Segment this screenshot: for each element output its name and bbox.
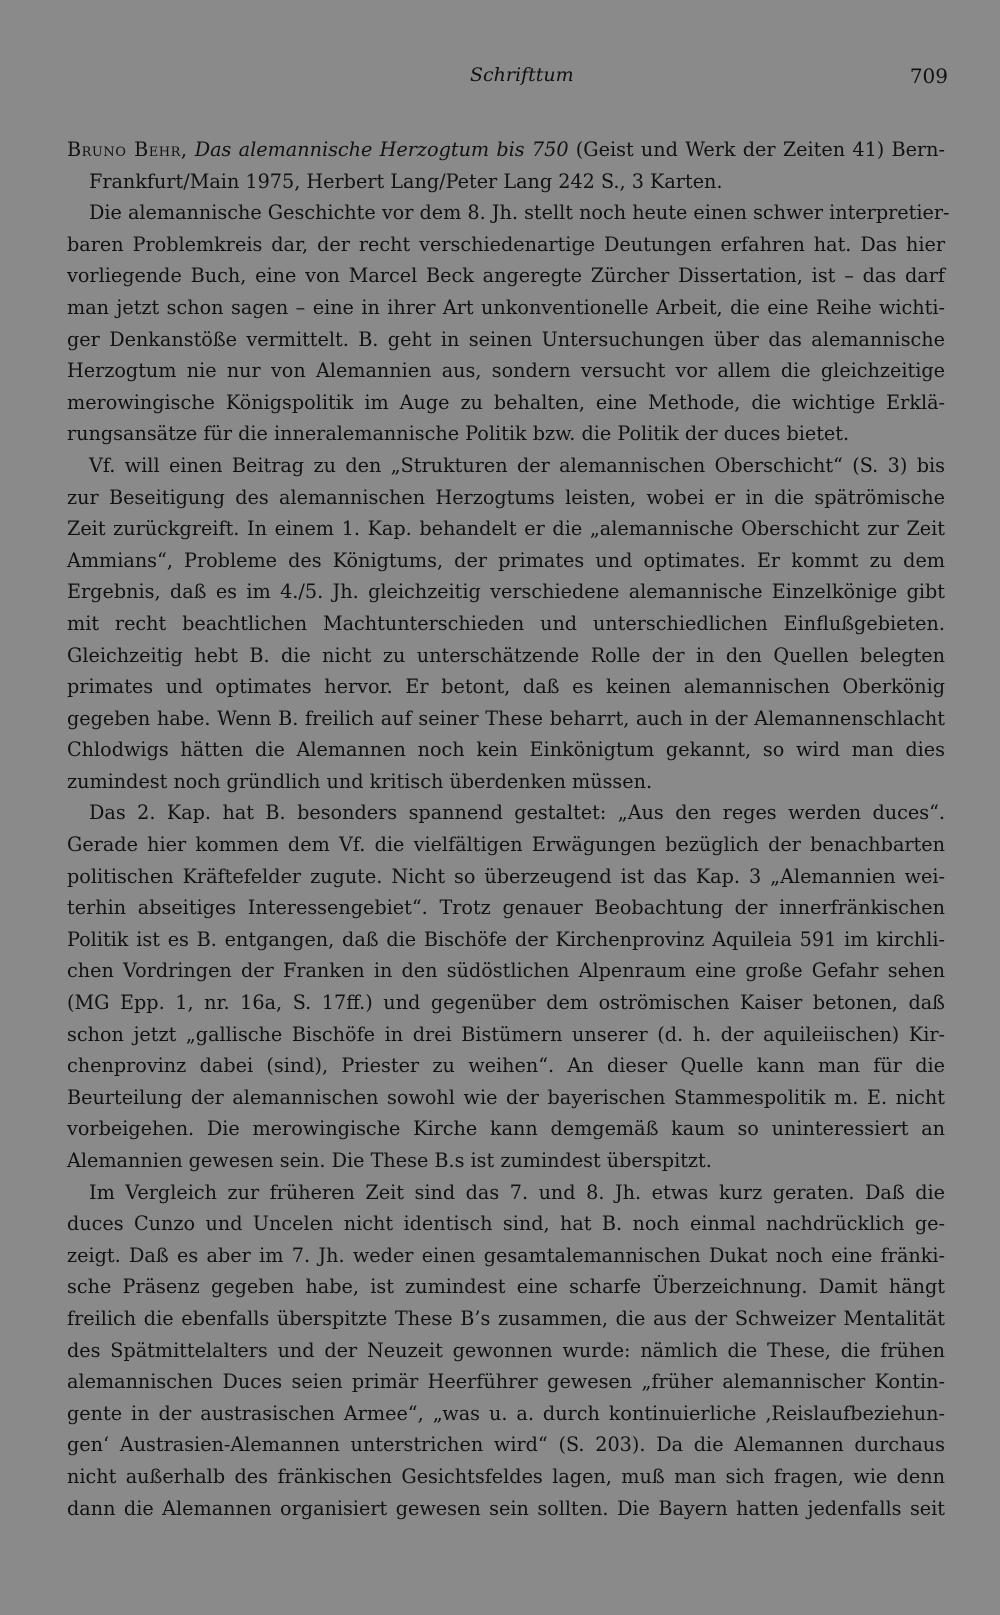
text-line: schon jetzt „gallische Bischöfe in drei Bistümern unserer (d. h. der aquileiischen) Kir- [67,1022,945,1046]
text-line: rungsansätze für die inneralemannische Politik bzw. die Politik der duces bietet. [67,422,850,446]
body-paragraph [67,1177,945,1525]
citation-line [67,134,945,166]
text-line: chen Vordringen der Franken in den südöstlichen Alpenraum eine große Gefahr sehen [67,959,945,983]
body-paragraph [67,797,945,1176]
text-line: primates und optimates hervor. Er betont, daß es keinen alemannischen Oberkönig [67,675,945,699]
text-line: politischen Kräftefelder zugute. Nicht so überzeugend ist das Kap. 3 „Alemannien wei- [67,864,945,888]
text-line: Herzogtum nie nur von Alemannien aus, sondern versucht vor allem die gleichzeitige [67,359,945,383]
text-line: merowingische Königspolitik im Auge zu behalten, eine Methode, die wichtige Erklä- [67,390,945,414]
text-line: Alemannien gewesen sein. Die These B.s ist zumindest überspitzt. [67,1149,712,1172]
body-paragraph [67,450,945,798]
text-line: alemannischen Duces seien primär Heerführer gewesen „früher alemannischer Kontin- [67,1370,945,1394]
text-line: dann die Alemannen organisiert gewesen sein sollten. Die Bayern hatten jedenfalls seit [67,1496,945,1520]
text-line: zumindest noch gründlich und kritisch überdenken müssen. [67,769,653,793]
citation-line: Frankfurt/Main 1975, Herbert Lang/Peter Lang 242 S., 3 Karten. [89,169,723,193]
text-line: Gerade hier kommen dem Vf. die vielfältigen Erwägungen bezüglich der benachbarten [67,833,945,857]
text-line: (MG Epp. 1, nr. 16a, S. 17ff.) und gegenüber dem oströmischen Kaiser betonen, daß [67,991,945,1015]
text-line: nicht außerhalb des fränkischen Gesichtsfeldes lagen, muß man sich fragen, wie denn [67,1464,945,1488]
book-title: Das alemannische Herzogtum bis 750 [194,138,569,161]
text-line: Zeit zurückgreift. In einem 1. Kap. behandelt er die „alemannische Oberschicht zur Zeit [67,517,945,541]
text-line: mit recht beachtlichen Machtunterschieden und unterschiedlichen Einflußgebieten. [67,611,945,635]
review-author: Bruno Behr, [67,138,188,161]
review-citation [67,134,945,197]
text-line: Vf. will einen Beitrag zu den „Strukturen der alemannischen Oberschicht“ (S. 3) bis [89,453,945,477]
text-line: des Spätmittelalters und der Neuzeit gewonnen wurde: nämlich die These, die frühen [67,1338,945,1362]
review-text [67,134,950,1524]
text-line: Chlodwigs hätten die Alemannen noch kein Einkönigtum gekannt, so wird man dies [67,738,945,762]
running-title: Schrifttum [470,64,574,86]
text-line: chenprovinz dabei (sind), Priester zu weihen“. An dieser Quelle kann man für die [67,1054,945,1078]
running-head [0,64,1000,94]
text-line: baren Problemkreis dar, der recht verschiedenartige Deutungen erfahren hat. Das hier [67,232,945,256]
text-line: Politik ist es B. entgangen, daß die Bischöfe der Kirchenprovinz Aquileia 591 im kirchli- [67,927,945,951]
text-line: gen‘ Austrasien-Alemannen unterstrichen wird“ (S. 203). Da die Alemannen durchaus [67,1433,945,1457]
text-line: freilich die ebenfalls überspitzte These B’s zusammen, die aus der Schweizer Mentalität [67,1306,945,1330]
text-line: Das 2. Kap. hat B. besonders spannend gestaltet: „Aus den reges werden duces“. [89,801,945,825]
text-line: Beurteilung der alemannischen sowohl wie der bayerischen Stammespolitik m. E. nicht [67,1085,945,1109]
text-line: duces Cunzo und Uncelen nicht identisch sind, hat B. noch einmal nachdrücklich ge- [67,1212,945,1236]
text-line: vorliegende Buch, eine von Marcel Beck angeregte Zürcher Dissertation, ist – das darf [67,264,945,288]
text-line: Im Vergleich zur früheren Zeit sind das 7. und 8. Jh. etwas kurz geraten. Daß die [89,1180,945,1204]
text-line: gente in der austrasischen Armee“, „was u. a. durch kontinuierliche ‚Reislaufbeziehun- [67,1401,945,1425]
text-line: Ergebnis, daß es im 4./5. Jh. gleichzeitig verschiedene alemannische Einzelkönige gibt [67,580,945,604]
body-paragraph [67,197,950,450]
text-line: sche Präsenz gegeben habe, ist zumindest eine scharfe Überzeichnung. Damit hängt [67,1275,945,1299]
review-paragraphs [67,197,950,1524]
text-line: zeigt. Daß es aber im 7. Jh. weder einen gesamtalemannischen Dukat noch eine fränki- [67,1243,945,1267]
text-line: Ammians“, Probleme des Königtums, der primates und optimates. Er kommt zu dem [67,548,945,572]
text-line: man jetzt schon sagen – eine in ihrer Art unkonventionelle Arbeit, die eine Reihe wichti- [67,295,945,319]
citation-details: (Geist und Werk der Zeiten 41) Bern- [568,138,945,161]
text-line: Gleichzeitig hebt B. die nicht zu unterschätzende Rolle der in den Quellen belegten [67,643,945,667]
text-line: vorbeigehen. Die merowingische Kirche kann demgemäß kaum so uninteressiert an [67,1117,945,1141]
page-number: 709 [909,64,948,88]
text-line: terhin abseitiges Interessengebiet“. Trotz genauer Beobachtung der innerfränkischen [67,896,945,920]
text-line: zur Beseitigung des alemannischen Herzogtums leisten, wobei er in die spätrömische [67,485,945,509]
text-line: Die alemannische Geschichte vor dem 8. Jh. stellt noch heute einen schwer interpretier- [89,201,950,225]
text-line: ger Denkanstöße vermittelt. B. geht in seinen Untersuchungen über das alemannische [67,327,945,351]
text-line: gegeben habe. Wenn B. freilich auf seiner These beharrt, auch in der Alemannenschlacht [67,706,945,730]
